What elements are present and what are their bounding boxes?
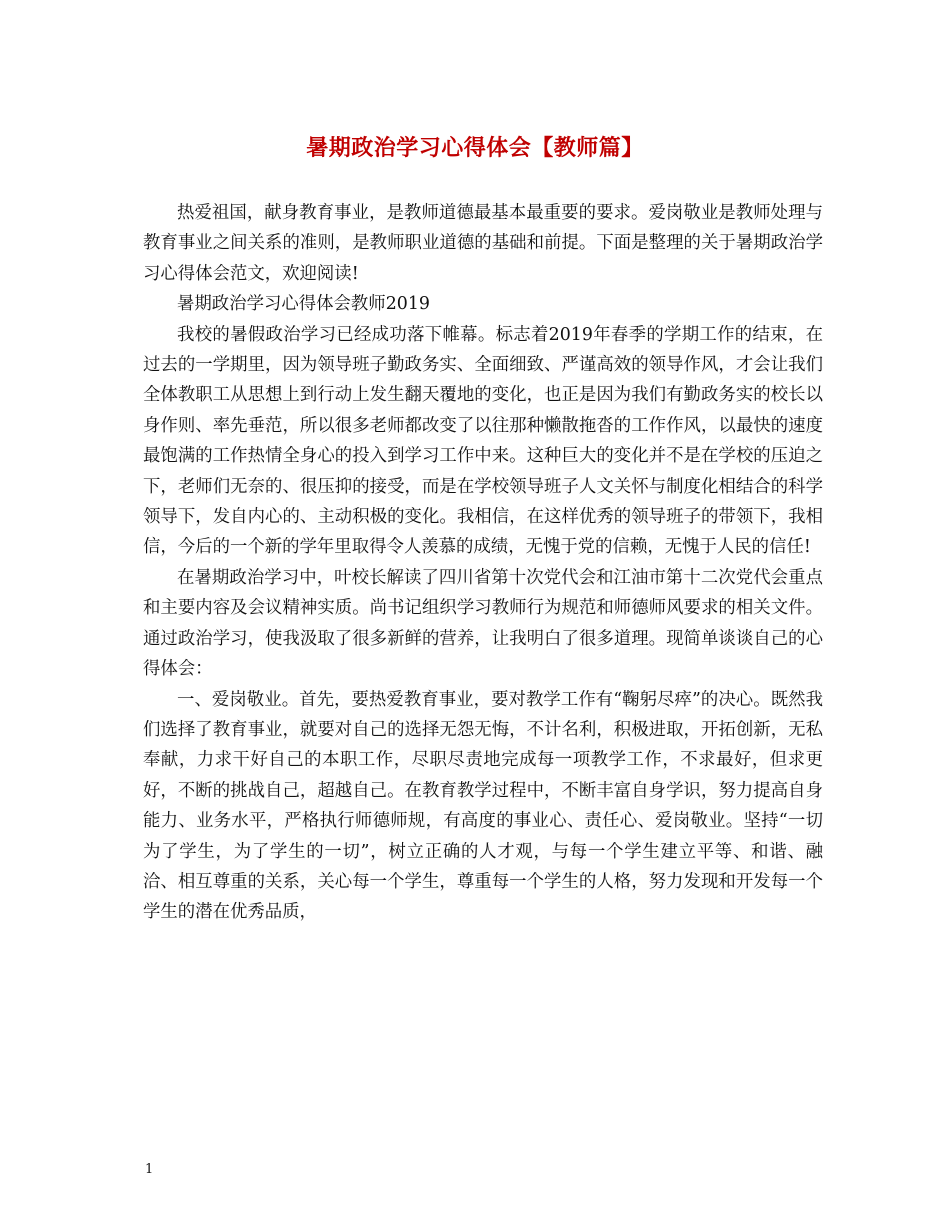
paragraph-dedication: 一、爱岗敬业。首先，要热爱教育事业，要对教学工作有“鞠躬尽瘁”的决心。既然我们选择了教育事业，就要对自己的选择无怨无悔，不计名利，积极进取，开拓创新，无私奉献，力求干好自己的本职工作，尽职尽责地完成每一项教学工作，不求最好，但求更好，不断的挑战自己，超越自己。在教育教学过程中，不断丰富自身学识，努力提高自身能力、业务水平，严格执行师德师规，有高度的事业心、责任心、爱岗敬业。坚持“一切为了学生，为了学生的一切”，树立正确的人才观，与每一个学生建立平等、和谐、融洽、相互尊重的关系，关心每一个学生，尊重每一个学生的人格，努力发现和开发每一个学生的潜在优秀品质， bbox=[143, 689, 823, 923]
document-title: 暑期政治学习心得体会【教师篇】 bbox=[306, 135, 644, 161]
paragraph-summary: 我校的暑假政治学习已经成功落下帷幕。标志着2019年春季的学期工作的结束，在过去的一学期里，因为领导班子勤政务实、全面细致、严谨高效的领导作风，才会让我们全体教职工从思想上到行动上发生翻天覆地的变化，也正是因为我们有勤政务实的校长以身作则、率先垂范，所以很多老师都改变了以往那种懒散拖沓的工作作风，以最快的速度最饱满的工作热情全身心的投入到学习工作中来。这种巨大的变化并不是在学校的压迫之下，老师们无奈的、很压抑的接受，而是在学校领导班子人文关怀与制度化相结合的科学领导下，发自内心的、主动积极的变化。我相信，在这样优秀的领导班子的带领下，我相信，今后的一个新的学年里取得令人羡慕的成绩，无愧于党的信赖，无愧于人民的信任! bbox=[143, 324, 823, 558]
document-body bbox=[143, 198, 823, 928]
page-number: 1 bbox=[145, 1162, 154, 1177]
paragraph-intro: 热爱祖国，献身教育事业，是教师道德最基本最重要的要求。爱岗敬业是教师处理与教育事业之间关系的准则，是教师职业道德的基础和前提。下面是整理的关于暑期政治学习心得体会范文，欢迎阅读! bbox=[143, 203, 823, 284]
paragraph-study-content: 在暑期政治学习中，叶校长解读了四川省第十次党代会和江油市第十二次党代会重点和主要内容及会议精神实质。尚书记组织学习教师行为规范和师德师风要求的相关文件。通过政治学习，使我汲取了很多新鲜的营养，让我明白了很多道理。现简单谈谈自己的心得体会： bbox=[143, 567, 823, 680]
paragraph-subheading: 暑期政治学习心得体会教师2019 bbox=[177, 294, 430, 315]
